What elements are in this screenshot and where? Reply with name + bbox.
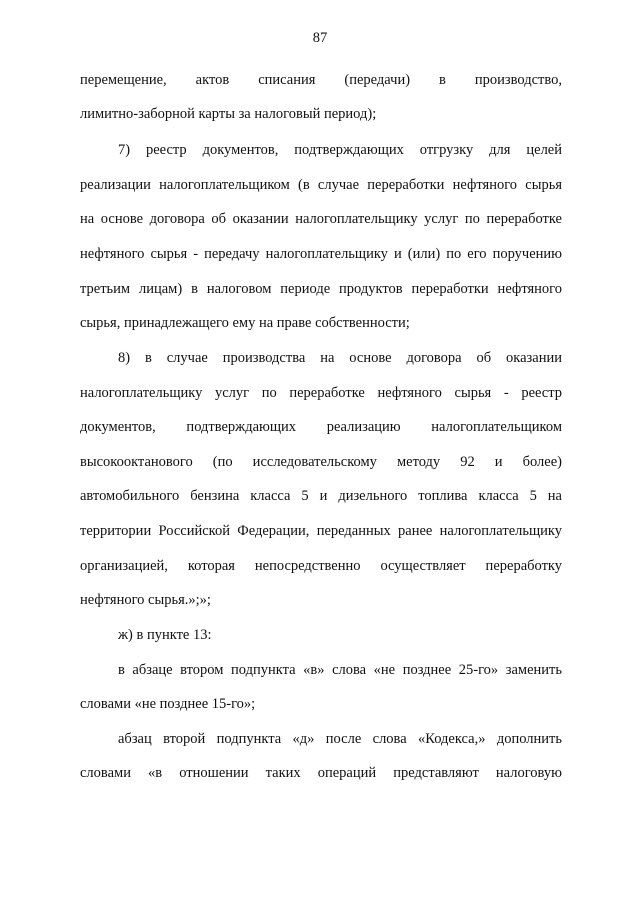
text-line: организацией, которая непосредственно осуществляет переработку <box>80 558 562 574</box>
text-line: абзац второй подпункта «д» после слова «Кодекса,» дополнить <box>118 731 562 747</box>
text-line: 7) реестр документов, подтверждающих отгрузку для целей <box>118 142 562 158</box>
text-line: в абзаце втором подпункта «в» слова «не позднее 25-го» заменить <box>118 662 562 678</box>
text-line: налогоплательщику услуг по переработке нефтяного сырья - реестр <box>80 385 562 401</box>
text-line: нефтяного сырья - передачу налогоплательщику и (или) по его поручению <box>80 246 562 262</box>
text-line: нефтяного сырья.»;»; <box>80 592 211 608</box>
page-number: 87 <box>312 30 328 46</box>
text-line: словами «не позднее 15-го»; <box>80 696 256 712</box>
text-line: 8) в случае производства на основе договора об оказании <box>118 350 562 366</box>
text-line: автомобильного бензина класса 5 и дизельного топлива класса 5 на <box>80 488 562 504</box>
text-line: третьим лицам) в налоговом периоде продуктов переработки нефтяного <box>80 281 562 297</box>
text-line: лимитно-заборной карты за налоговый период); <box>80 106 377 122</box>
text-line: перемещение, актов списания (передачи) в производство, <box>80 72 562 88</box>
text-line: на основе договора об оказании налогоплательщику услуг по переработке <box>80 211 562 227</box>
text-line: ж) в пункте 13: <box>118 627 212 643</box>
text-line: реализации налогоплательщиком (в случае переработки нефтяного сырья <box>80 177 562 193</box>
text-line: документов, подтверждающих реализацию налогоплательщиком <box>80 419 562 435</box>
text-line: высокооктанового (по исследовательскому методу 92 и более) <box>80 454 562 470</box>
text-line: территории Российской Федерации, переданных ранее налогоплательщику <box>80 523 562 539</box>
text-line: словами «в отношении таких операций представляют налоговую <box>80 765 562 781</box>
text-line: сырья, принадлежащего ему на праве собственности; <box>80 315 410 331</box>
